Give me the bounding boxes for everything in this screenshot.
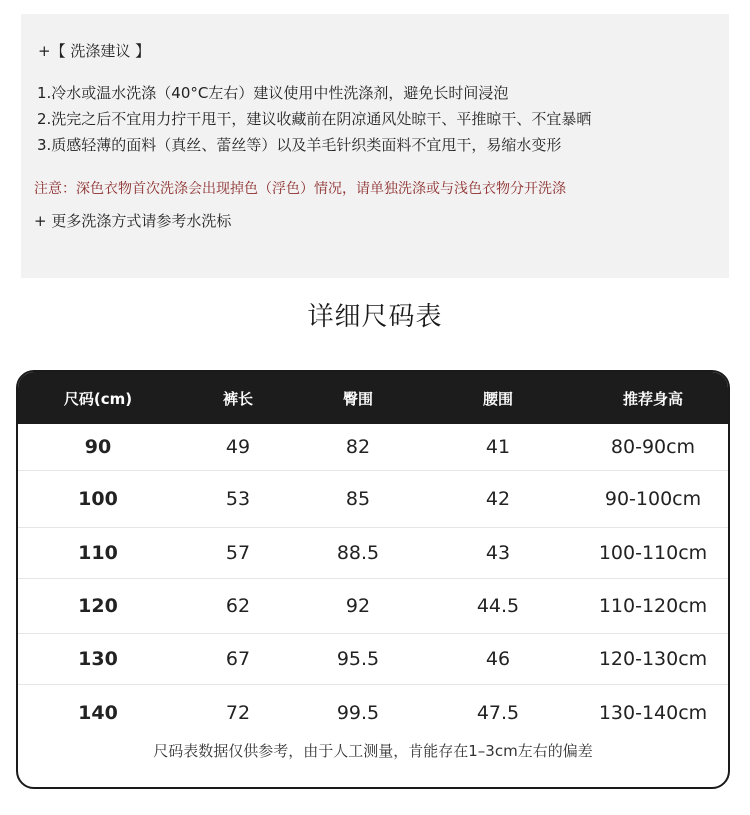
care-item-1: 1.冷水或温水洗涤（40°C左右）建议使用中性洗涤剂，避免长时间浸泡 (37, 84, 509, 102)
cell-waist: 43 (485, 542, 511, 564)
cell-hip: 92 (345, 595, 371, 617)
table-row (18, 579, 728, 634)
cell-size: 140 (78, 702, 118, 724)
cell-height: 120-130cm (598, 648, 708, 670)
cell-pants-length: 57 (225, 542, 251, 564)
cell-hip: 82 (345, 436, 371, 458)
cell-waist: 46 (485, 648, 511, 670)
cell-waist: 42 (485, 488, 511, 510)
header-waist: 腰围 (482, 389, 513, 408)
cell-pants-length: 49 (225, 436, 251, 458)
table-row (18, 528, 728, 579)
cell-height: 90-100cm (604, 488, 702, 510)
header-pants-length: 裤长 (222, 389, 253, 408)
cell-height: 110-120cm (598, 595, 708, 617)
cell-size: 130 (78, 648, 118, 670)
care-more-info: + 更多洗涤方式请参考水洗标 (34, 212, 232, 230)
care-instructions-list (37, 80, 591, 158)
size-chart-footnote: 尺码表数据仅供参考，由于人工测量，肯能存在1–3cm左右的偏差 (153, 742, 593, 760)
cell-pants-length: 67 (225, 648, 251, 670)
table-row (18, 471, 728, 528)
cell-size: 120 (78, 595, 118, 617)
cell-pants-length: 72 (225, 702, 251, 724)
table-row (18, 634, 728, 685)
care-warning-note: 注意：深色衣物首次洗涤会出现掉色（浮色）情况，请单独洗涤或与浅色衣物分开洗涤 (34, 181, 566, 197)
size-chart-title: 详细尺码表 (307, 302, 443, 332)
table-row (18, 424, 728, 471)
cell-waist: 41 (485, 436, 511, 458)
care-item-2: 2.洗完之后不宜用力拧干甩干，建议收藏前在阴凉通风处晾干、平推晾干、不宜暴晒 (37, 110, 592, 128)
care-heading: +【 洗涤建议 】 (38, 42, 151, 60)
size-table-header (18, 372, 728, 424)
cell-hip: 99.5 (336, 702, 380, 724)
care-item-3: 3.质感轻薄的面料（真丝、蕾丝等）以及羊毛针织类面料不宜甩干，易缩水变形 (37, 136, 562, 154)
size-table (16, 370, 730, 789)
cell-size: 90 (84, 436, 112, 458)
cell-hip: 88.5 (336, 542, 380, 564)
header-hip: 臀围 (342, 389, 373, 408)
cell-height: 80-90cm (610, 436, 696, 458)
cell-height: 100-110cm (598, 542, 708, 564)
cell-height: 130-140cm (598, 702, 708, 724)
cell-pants-length: 62 (225, 595, 251, 617)
table-row (18, 685, 728, 741)
cell-waist: 44.5 (476, 595, 520, 617)
cell-hip: 85 (345, 488, 371, 510)
cell-waist: 47.5 (476, 702, 520, 724)
cell-pants-length: 53 (225, 488, 251, 510)
header-recommended-height: 推荐身高 (622, 389, 683, 408)
header-size: 尺码(cm) (63, 389, 133, 408)
cell-hip: 95.5 (336, 648, 380, 670)
cell-size: 100 (78, 488, 118, 510)
cell-size: 110 (78, 542, 118, 564)
